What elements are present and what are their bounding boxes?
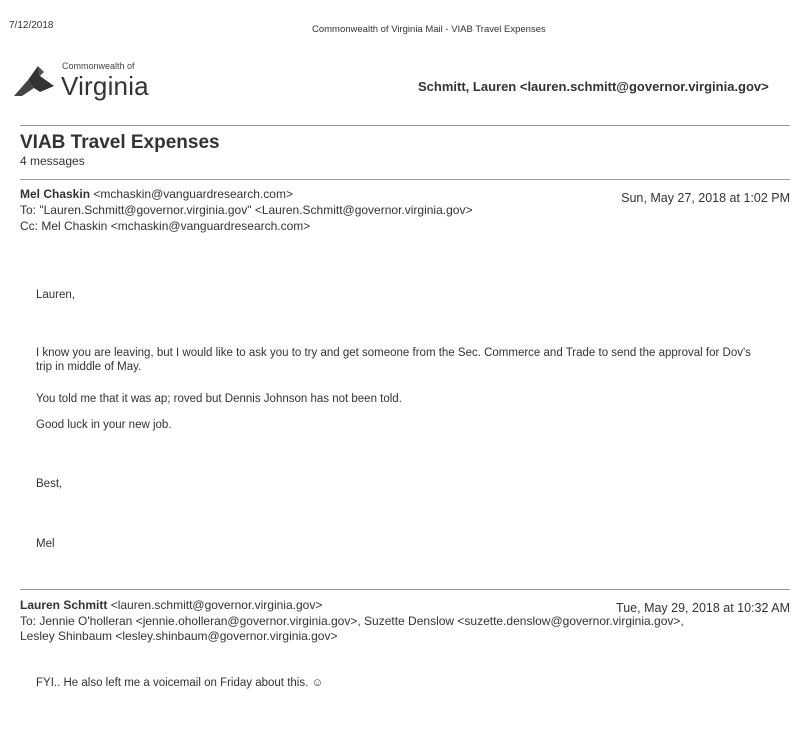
message-to: To: "Lauren.Schmitt@governor.virginia.gov" <Lauren.Schmitt@governor.virginia.gov>	[20, 203, 473, 217]
thread-subject: VIAB Travel Expenses	[20, 132, 220, 153]
body-paragraph: You told me that it was ap; roved but Dennis Johnson has not been told.	[36, 393, 402, 405]
divider	[20, 179, 790, 180]
body-paragraph: Lauren,	[36, 289, 76, 301]
body-paragraph: I know you are leaving, but I would like to ask you to try and get someone from the Sec. Commerce and Trade to send the approval for Dov's trip in middle of May.	[36, 347, 751, 373]
sender-name: Lauren Schmitt	[20, 598, 108, 612]
message-sender	[20, 598, 322, 612]
print-date: 7/12/2018	[9, 20, 54, 31]
divider	[20, 589, 790, 590]
body-paragraph: Good luck in your new job.	[36, 419, 172, 431]
logo-big-text: Virginia	[61, 71, 149, 101]
message-count: 4 messages	[20, 154, 85, 168]
body-paragraph: Best,	[36, 478, 63, 490]
print-title: Commonwealth of Virginia Mail - VIAB Travel Expenses	[312, 24, 546, 35]
message-date: Sun, May 27, 2018 at 1:02 PM	[621, 191, 790, 205]
message-to: To: Jennie O'holleran <jennie.oholleran@governor.virginia.gov>, Suzette Denslow <suzette.denslow@governor.virginia.gov>,	[20, 614, 684, 628]
message-date: Tue, May 29, 2018 at 10:32 AM	[616, 601, 790, 615]
sender-email: <lauren.schmitt@governor.virginia.gov>	[110, 598, 323, 612]
sender-email: <mchaskin@vanguardresearch.com>	[93, 187, 293, 201]
virginia-logo	[14, 58, 164, 102]
cardinal-logo-icon	[14, 62, 56, 98]
logo-small-text: Commonwealth of	[62, 61, 135, 71]
message-sender	[20, 187, 293, 201]
body-paragraph: FYI.. He also left me a voicemail on Friday about this. ☺	[36, 677, 324, 689]
message-cc: Cc: Mel Chaskin <mchaskin@vanguardresearch.com>	[20, 219, 311, 233]
account-identity: Schmitt, Lauren <lauren.schmitt@governor.virginia.gov>	[418, 79, 769, 94]
body-paragraph: Mel	[36, 538, 55, 550]
message-to-continued: Lesley Shinbaum <lesley.shinbaum@governor.virginia.gov>	[20, 629, 338, 643]
sender-name: Mel Chaskin	[20, 187, 91, 201]
divider	[20, 125, 790, 126]
